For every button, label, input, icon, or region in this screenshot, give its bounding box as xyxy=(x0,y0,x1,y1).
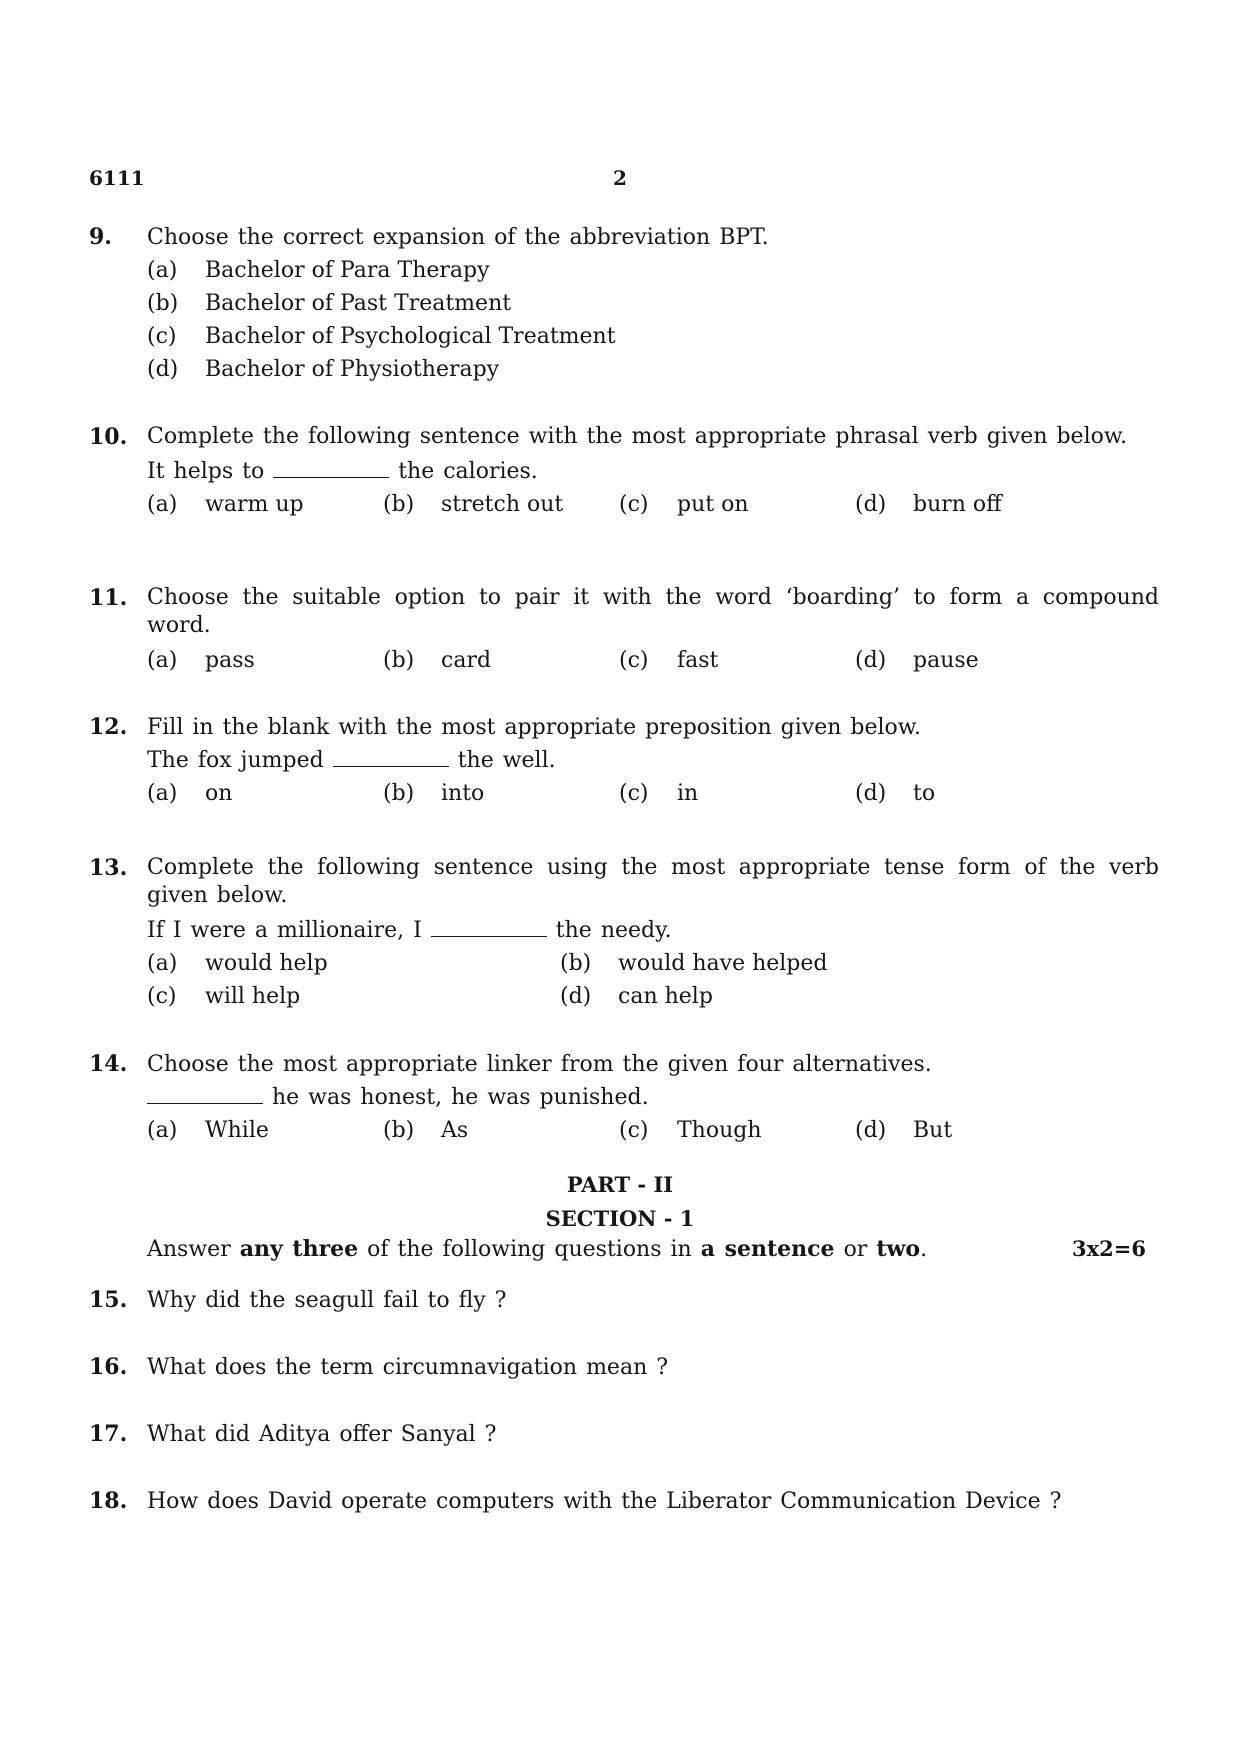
option-d: (d) pause xyxy=(855,648,979,673)
question-text: Why did the seagull fail to fly ? xyxy=(147,1288,507,1313)
answer-blank xyxy=(431,918,547,937)
question-stem: Choose the correct expansion of the abbreviation BPT. xyxy=(147,225,769,250)
question-11 xyxy=(89,584,1159,677)
options-row xyxy=(147,644,1159,677)
question-text: How does David operate computers with the Liberator Communication Device ? xyxy=(147,1489,1062,1514)
question-number: 14. xyxy=(89,1051,128,1077)
section-instruction: Answer any three of the following questions in a sentence or two. xyxy=(147,1236,928,1262)
part-title: PART - II xyxy=(566,1172,674,1197)
question-13 xyxy=(89,854,1159,1013)
question-number: 13. xyxy=(89,855,128,881)
options-row xyxy=(147,980,1159,1013)
marks-allocation: 3x2=6 xyxy=(1072,1236,1146,1261)
question-10 xyxy=(89,423,1159,521)
question-sentence: It helps to the calories. xyxy=(147,459,538,484)
option-a: (a) warm up xyxy=(147,492,304,517)
option-d: (d) to xyxy=(855,781,936,806)
question-stem: Fill in the blank with the most appropriate preposition given below. xyxy=(147,715,921,740)
option-a: (a) on xyxy=(147,781,233,806)
option-a: (a) While xyxy=(147,1118,269,1143)
question-16 xyxy=(89,1351,1159,1384)
question-18 xyxy=(89,1485,1159,1518)
question-sentence: he was honest, he was punished. xyxy=(147,1081,1159,1114)
option-d: (d) can help xyxy=(560,984,713,1009)
options-row xyxy=(147,947,1159,980)
option-b: (b) would have helped xyxy=(560,951,828,976)
question-9 xyxy=(89,221,1159,386)
option-c: (c) Bachelor of Psychological Treatment xyxy=(147,324,616,349)
question-number: 15. xyxy=(89,1287,128,1313)
answer-blank xyxy=(273,459,389,478)
question-stem: Complete the following sentence using the most appropriate tense form of the verb given below. xyxy=(147,855,1159,908)
option-b: (b) card xyxy=(383,648,492,673)
question-number: 11. xyxy=(89,585,128,611)
answer-blank xyxy=(147,1085,263,1104)
option-b: (b) Bachelor of Past Treatment xyxy=(147,291,512,316)
option-b: (b) into xyxy=(383,781,485,806)
option-c: (c) put on xyxy=(619,492,749,517)
options-row xyxy=(147,777,1159,810)
option-a: (a) pass xyxy=(147,648,255,673)
option-d: (d) But xyxy=(855,1118,953,1143)
answer-blank xyxy=(333,748,449,767)
option-c: (c) Though xyxy=(619,1118,762,1143)
option-c: (c) will help xyxy=(147,984,301,1009)
option-a: (a) Bachelor of Para Therapy xyxy=(147,258,490,283)
option-c: (c) in xyxy=(619,781,699,806)
question-stem: Choose the most appropriate linker from the given four alternatives. xyxy=(147,1052,932,1077)
options-row xyxy=(147,1114,1159,1147)
question-number: 16. xyxy=(89,1354,128,1380)
question-12 xyxy=(89,711,1159,810)
question-number: 10. xyxy=(89,424,128,450)
question-text: What does the term circumnavigation mean ? xyxy=(147,1355,669,1380)
option-c: (c) fast xyxy=(619,648,719,673)
question-number: 12. xyxy=(89,714,128,740)
paper-code: 6111 xyxy=(89,166,145,190)
question-number: 17. xyxy=(89,1421,128,1447)
option-b: (b) As xyxy=(383,1118,469,1143)
section-title: SECTION - 1 xyxy=(545,1206,695,1231)
option-b: (b) stretch out xyxy=(383,492,564,517)
question-sentence: If I were a millionaire, I the needy. xyxy=(147,918,672,943)
question-stem: Complete the following sentence with the most appropriate phrasal verb given below. xyxy=(147,424,1128,449)
question-number: 18. xyxy=(89,1488,128,1514)
option-a: (a) would help xyxy=(147,951,328,976)
option-d: (d) Bachelor of Physiotherapy xyxy=(147,357,500,382)
option-d: (d) burn off xyxy=(855,492,1002,517)
page-number: 2 xyxy=(613,166,627,190)
question-17 xyxy=(89,1418,1159,1451)
question-text: What did Aditya offer Sanyal ? xyxy=(147,1422,497,1447)
question-number: 9. xyxy=(89,224,112,250)
question-stem: Choose the suitable option to pair it with the word ‘boarding’ to form a compound word. xyxy=(147,585,1159,638)
question-14 xyxy=(89,1048,1159,1147)
options-row xyxy=(147,488,1159,521)
question-15 xyxy=(89,1284,1159,1317)
question-sentence: The fox jumped the well. xyxy=(147,748,556,773)
